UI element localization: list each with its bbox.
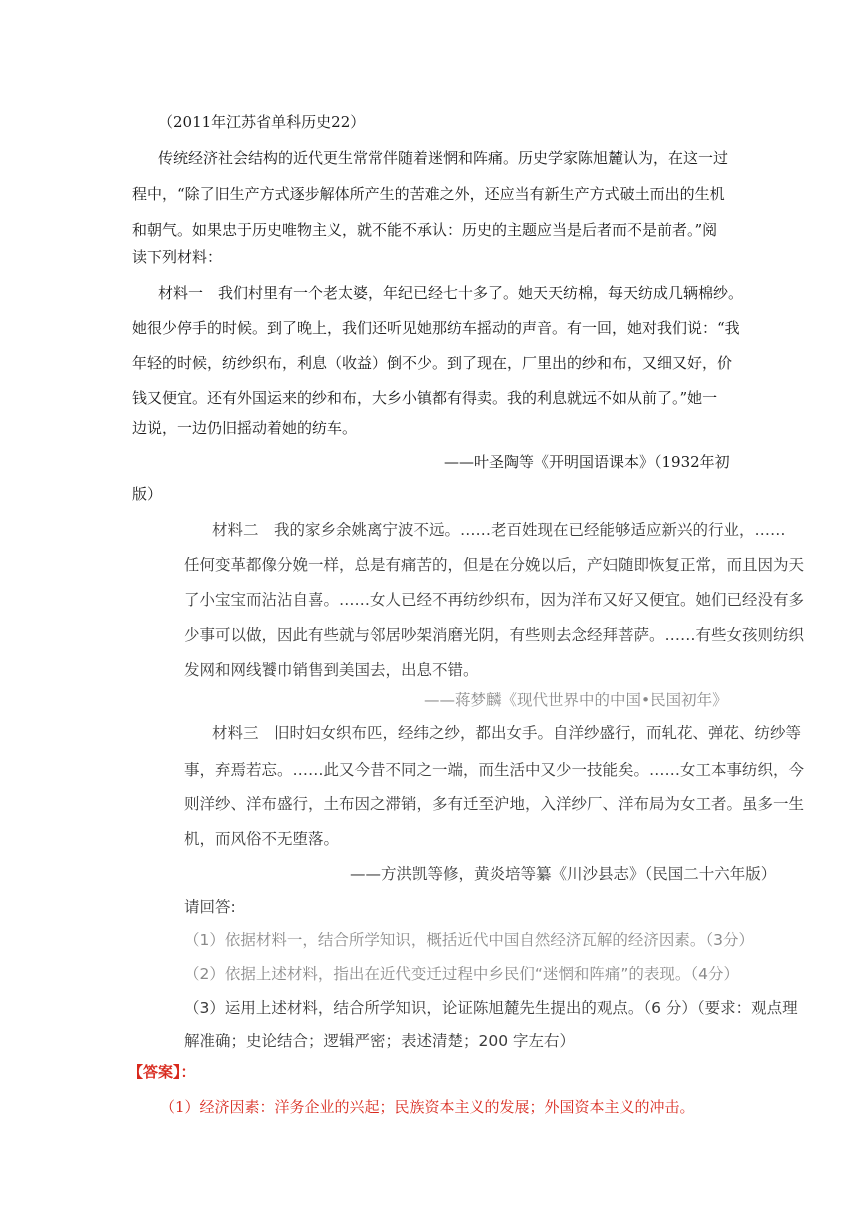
material3-line: 机，而风俗不无堕落。 [184, 830, 340, 848]
question-item: （2）依据上述材料，指出在近代变迁过程中乡民们“迷惘和阵痛”的表现。（4分） [184, 965, 740, 983]
intro-line: 传统经济社会结构的近代更生常常伴随着迷惘和阵痛。历史学家陈旭麓认为，在这一过 [158, 149, 729, 167]
material1-line: 材料一 我们村里有一个老太婆，年纪已经七十多了。她天天纺棉，每天纺成几辆棉纱。 [158, 284, 744, 302]
material1-line: 边说，一边仍旧摇动着她的纺车。 [132, 419, 358, 437]
material1-citation: 版） [132, 485, 163, 503]
question-item: 解准确；史论结合；逻辑严密；表述清楚；200 字左右） [184, 1032, 576, 1050]
material1-citation: ——叶圣陶等《开明国语课本》（1932年初 [444, 453, 730, 471]
material2-line: 发网和网线饕巾销售到美国去，出息不错。 [184, 661, 479, 679]
material2-line: 少事可以做，因此有些就与邻居吵架消磨光阴，有些则去念经拜菩萨。……有些女孩则纺织 [184, 626, 805, 644]
material2-citation: ——蒋梦麟《现代世界中的中国•民国初年》 [424, 691, 728, 709]
intro-line: 程中，“除了旧生产方式逐步解体所产生的苦难之外，还应当有新生产方式破土而出的生机 [132, 185, 725, 203]
intro-line: 和朝气。如果忠于历史唯物主义，就不能不承认：历史的主题应当是后者而不是前者。”阅 [132, 221, 718, 239]
material1-line: 她很少停手的时候。到了晚上，我们还听见她那纺车摇动的声音。有一回，她对我们说：“我 [132, 319, 740, 337]
material3-line: 事，弃焉若忘。……此又今昔不同之一端，而生活中又少一技能矣。……女工本事纺织，今 [184, 761, 805, 779]
material2-line: 任何变革都像分娩一样，总是有痛苦的，但是在分娩以后，产妇随即恢复正常，而且因为天 [184, 556, 805, 574]
material1-line: 年轻的时候，纺纱织布，利息（收益）倒不少。到了现在，厂里出的纱和布，又细又好，价 [132, 354, 733, 372]
question-item: （1）依据材料一，结合所学知识，概括近代中国自然经济瓦解的经济因素。（3分） [184, 931, 754, 949]
question-source: （2011年江苏省单科历史22） [158, 113, 366, 131]
material3-citation: ——方洪凯等修，黄炎培等纂《川沙县志》（民国二十六年版） [350, 865, 777, 883]
material2-line: 材料二 我的家乡余姚离宁波不远。……老百姓现在已经能够适应新兴的行业，…… [212, 521, 786, 539]
answer-label: 【答案】： [128, 1063, 196, 1081]
question-item: （3）运用上述材料，结合所学知识，论证陈旭麓先生提出的观点。（6 分）（要求：观点理 [184, 999, 798, 1017]
material3-line: 材料三 旧时妇女织布匹，经纬之纱，都出女手。自洋纱盛行，而轧花、弹花、纺纱等 [212, 724, 802, 742]
material1-line: 钱又便宜。还有外国运来的纱和布，大乡小镇都有得卖。我的利息就远不如从前了。”她一 [132, 389, 718, 407]
answer-item: （1）经济因素：洋务企业的兴起；民族资本主义的发展；外国资本主义的冲击。 [160, 1098, 695, 1116]
answer-prompt: 请回答: [184, 898, 236, 916]
intro-line: 读下列材料： [132, 248, 223, 266]
material3-line: 则洋纱、洋布盛行，土布因之滞销，多有迁至沪地，入洋纱厂、洋布局为女工者。虽多一生 [184, 795, 805, 813]
material2-line: 了小宝宝而沾沾自喜。……女人已经不再纺纱织布，因为洋布又好又便宜。她们已经没有多 [184, 591, 805, 609]
